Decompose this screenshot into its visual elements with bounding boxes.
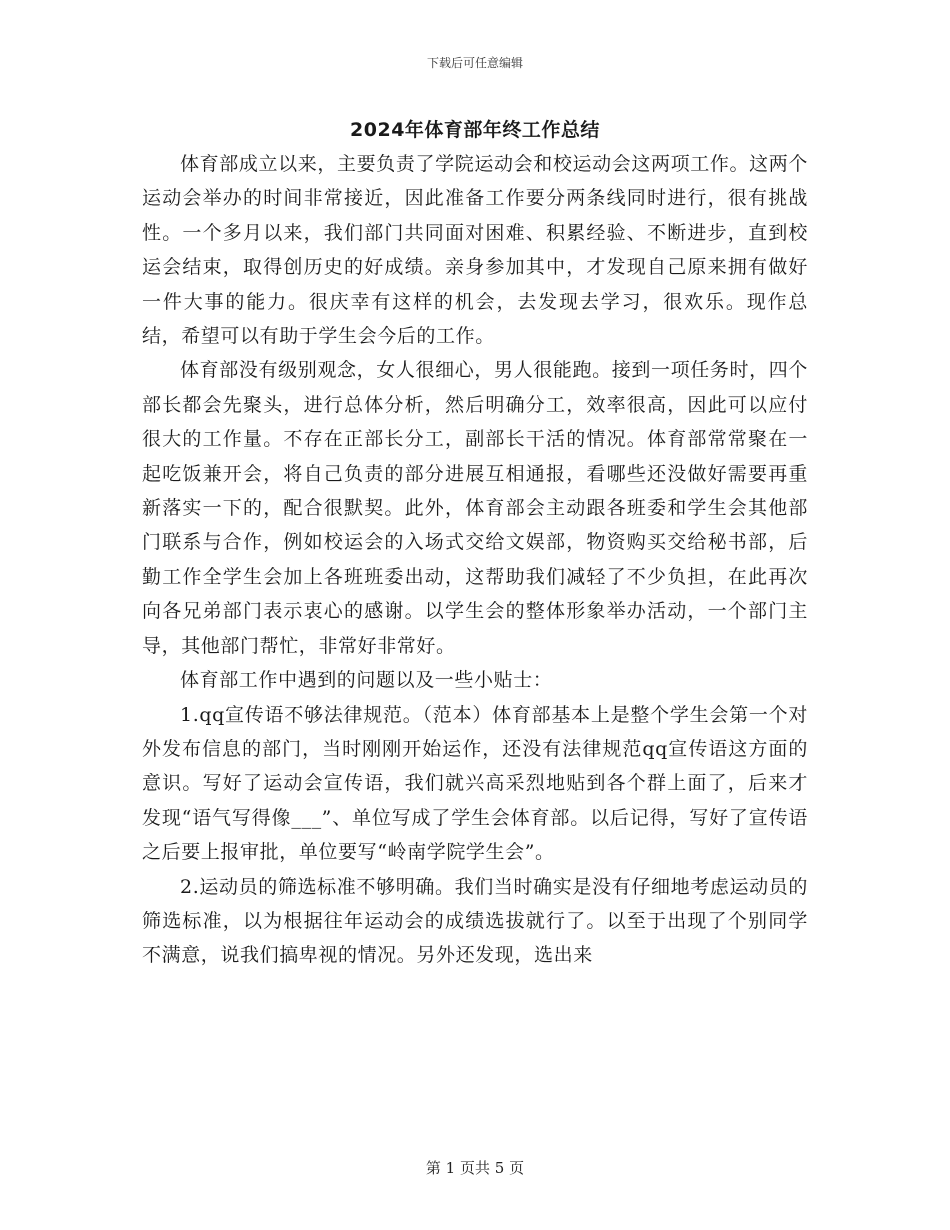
header-note: 下载后可任意编辑 (426, 56, 523, 70)
document-title: 2024年体育部年终工作总结 (350, 119, 600, 141)
page-number: 第 1 页共 5 页 (425, 1159, 525, 1177)
paragraph-problems-heading: 体育部工作中遇到的问题以及一些小贴士： (180, 669, 553, 692)
paragraph-intro: 体育部成立以来，主要负责了学院运动会和校运动会这两项工作。这两个运动会举办的时间非常接近，因此准备工作要分两条线同时进行，很有挑战性。一个多月以来，我们部门共同面对困难、积累经验、不断进步，直到校运会结束，取得创历史的好成绩。亲身参加其中，才发现自己原来拥有做好一件大事的能力。很庆幸有这样的机会，去发现去学习，很欢乐。现作总结，希望可以有助于学生会今后的工作。 (142, 153, 808, 348)
paragraph-item-1: 1.qq宣传语不够法律规范。（范本）体育部基本上是整个学生会第一个对外发布信息的部门，当时刚刚开始运作，还没有法律规范qq宣传语这方面的意识。写好了运动会宣传语，我们就兴高采烈地贴到各个群上面了，后来才发现“语气写得像___”、单位写成了学生会体育部。以后记得，写好了宣传语之后要上报审批，单位要写“岭南学院学生会”。 (142, 703, 808, 864)
paragraph-item-2: 2.运动员的筛选标准不够明确。我们当时确实是没有仔细地考虑运动员的筛选标准，以为根据往年运动会的成绩选拔就行了。以至于出现了个别同学不满意，说我们搞卑视的情况。另外还发现，选出来 (142, 875, 808, 967)
paragraph-teamwork: 体育部没有级别观念，女人很细心，男人很能跑。接到一项任务时，四个部长都会先聚头，进行总体分析，然后明确分工，效率很高，因此可以应付很大的工作量。不存在正部长分工，副部长干活的情况。体育部常常聚在一起吃饭兼开会，将自己负责的部分进展互相通报，看哪些还没做好需要再重新落实一下的，配合很默契。此外，体育部会主动跟各班委和学生会其他部门联系与合作，例如校运会的入场式交给文娱部，物资购买交给秘书部，后勤工作全学生会加上各班班委出动，这帮助我们减轻了不少负担，在此再次向各兄弟部门表示衷心的感谢。以学生会的整体形象举办活动，一个部门主导，其他部门帮忙，非常好非常好。 (142, 359, 808, 657)
document-body (142, 147, 808, 973)
